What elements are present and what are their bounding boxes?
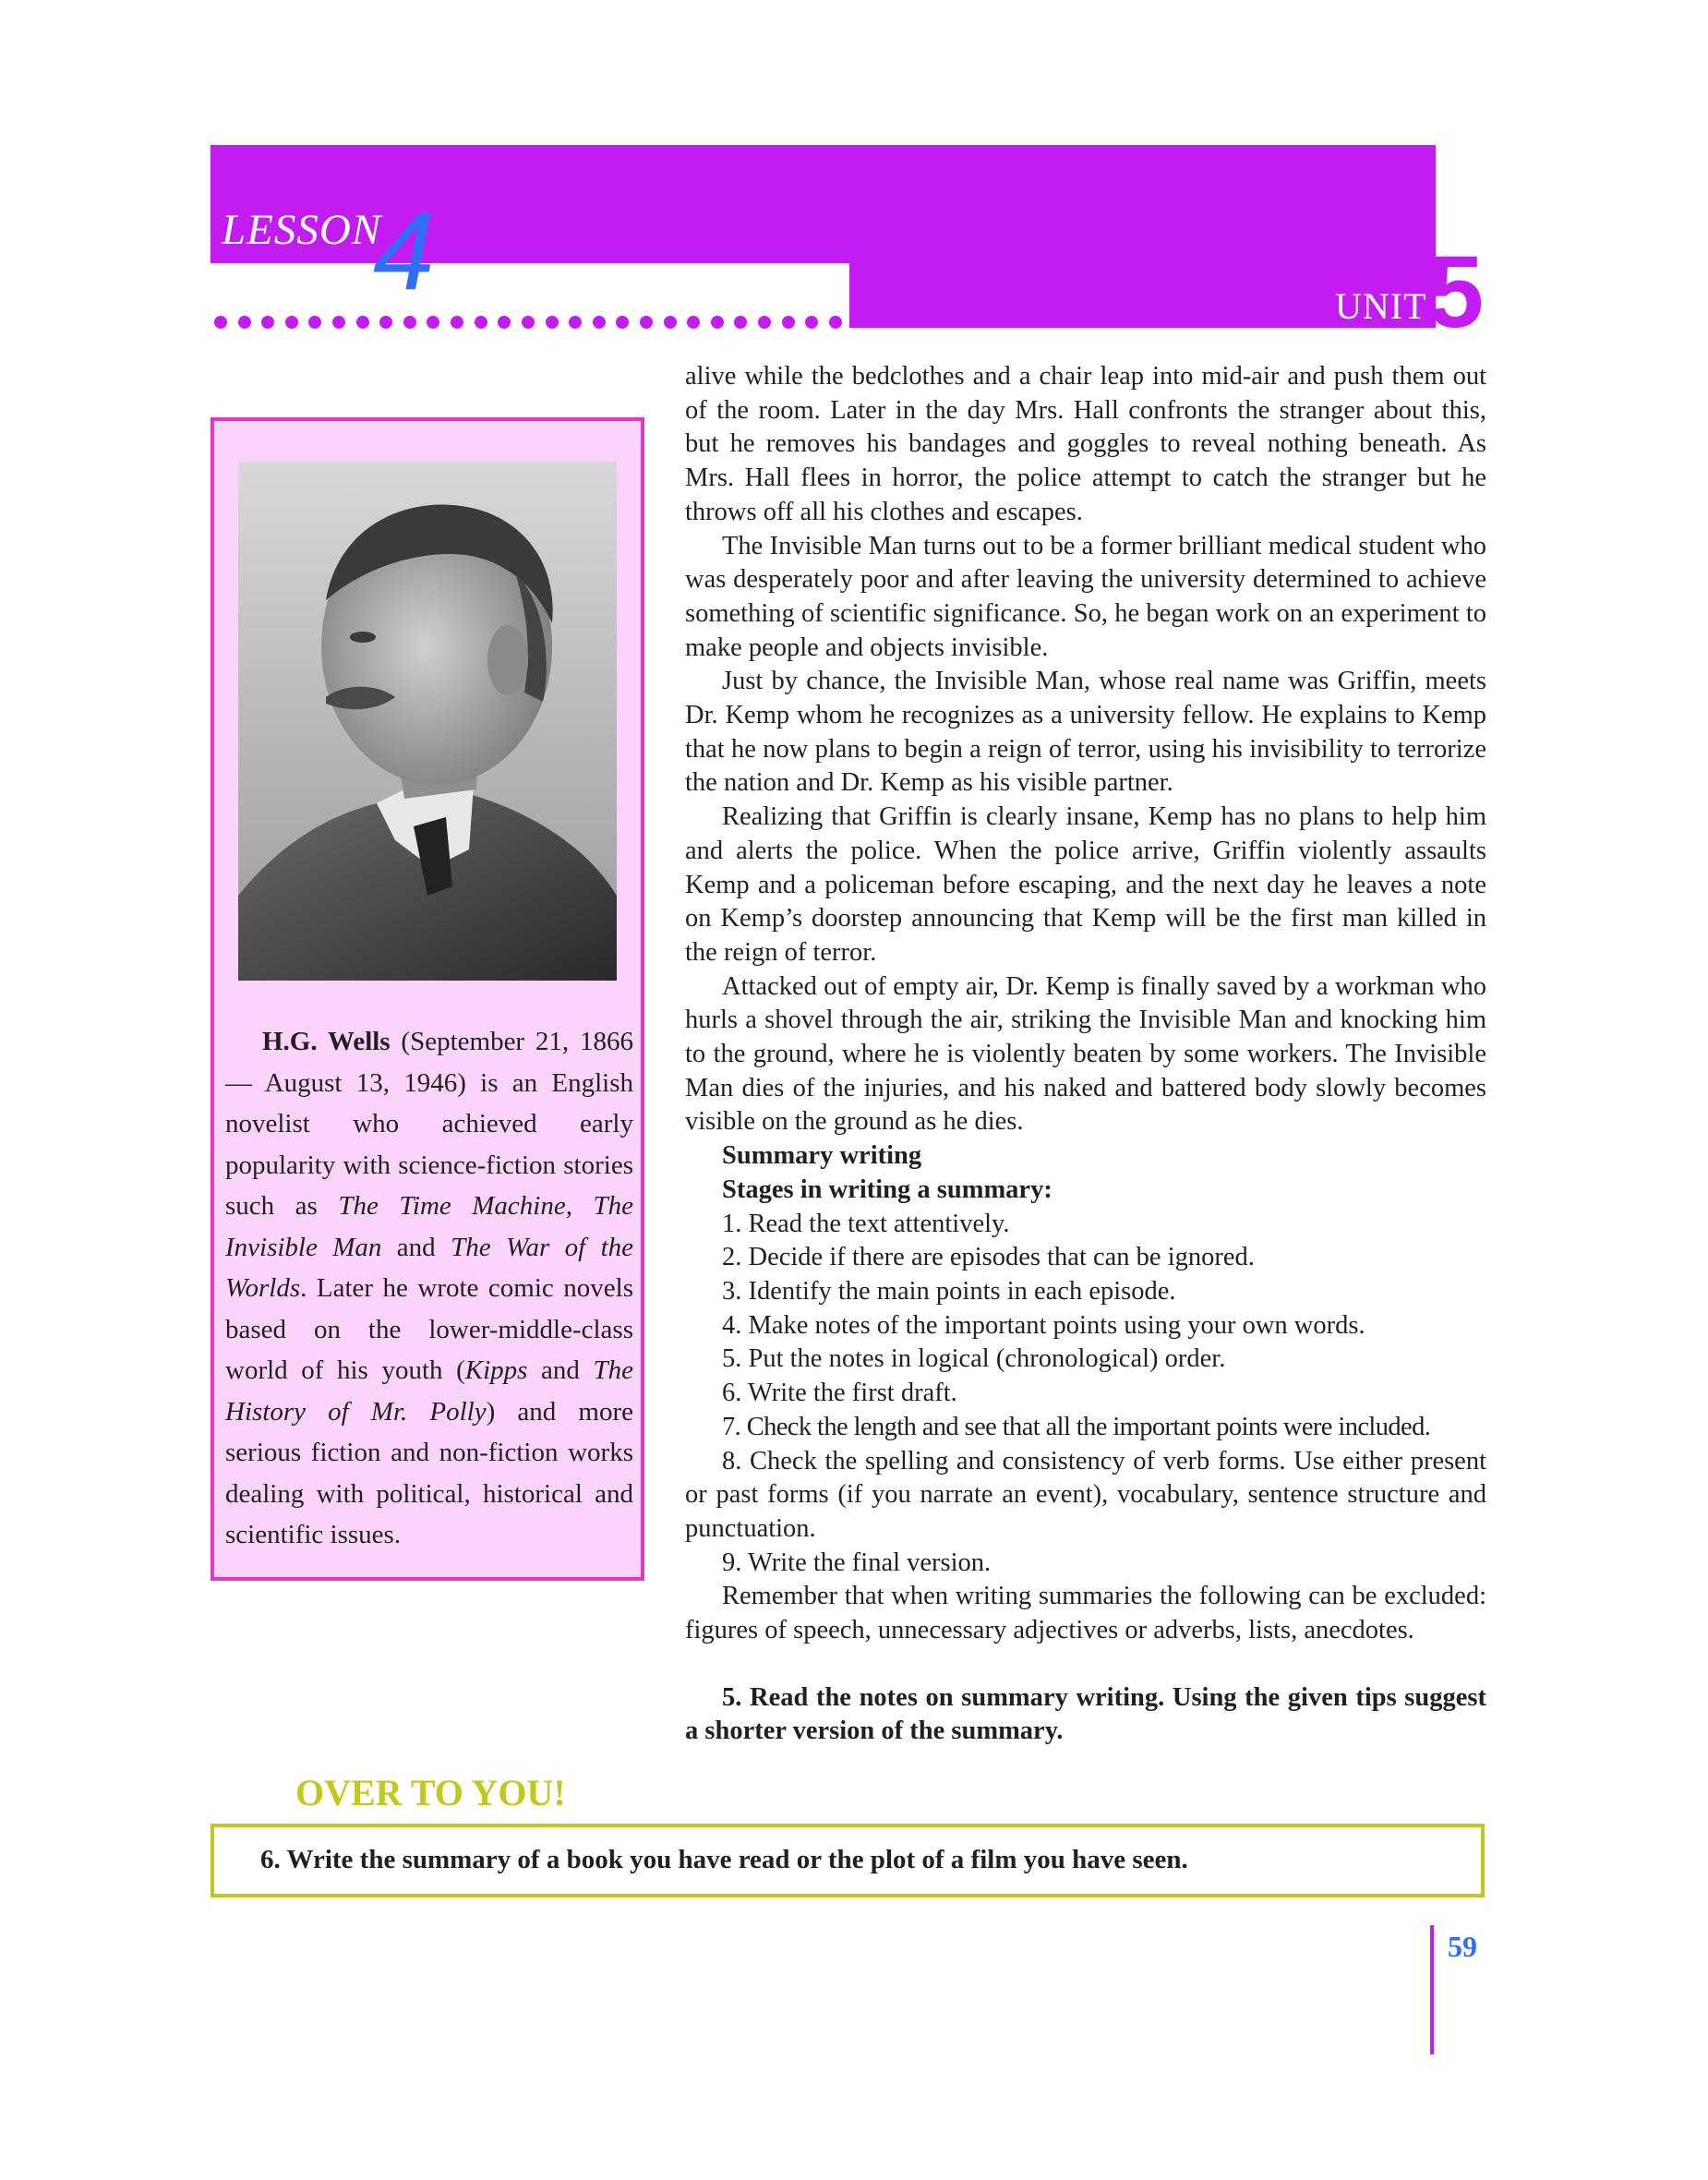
unit-label: UNIT [1335,285,1427,327]
task-5: 5. Read the notes on summary writing. Using the given tips suggest a shorter version of the summary. [685,1682,1486,1746]
author-bio-text: H.G. Wells (September 21, 1866 — August 13, 1946) is an English novelist who achieved early popularity with science-fiction stories such as The Time Machine, The Invisible Man and The War of the Worlds. Later he wrote comic novels based on the lower-middle-class world of his youth (Kipps and The History of Mr. Polly) and more serious fiction and non-fiction works dealing with political, historical and scientific issues. [225,1027,633,1549]
summary-step: 4. Make notes of the important points using your own words. [722,1310,1365,1340]
summary-step: 9. Write the final version. [722,1548,992,1577]
unit-number: 5 [1427,235,1485,349]
summary-step: 3. Identify the main points in each episode. [722,1276,1176,1306]
summary-step: 8. Check the spelling and consistency of verb forms. Use either present or past forms (if you narrate an event), vocabulary, sentence structure and punctuation. [685,1446,1486,1543]
book-title: The War of the Worlds [225,1232,633,1303]
story-paragraph: Realizing that Griffin is clearly insane, Kemp has no plans to help him and alerts the police. When the police arrive, Griffin violently assaults Kemp and a policeman before escaping, and the next day he leaves a note on Kemp’s doorstep announcing that Kemp will be the first man killed in the reign of terror. [685,802,1486,967]
story-paragraph: Attacked out of empty air, Dr. Kemp is finally saved by a workman who hurls a shovel through the air, striking the Invisible Man and knocking him to the ground, where he is violently beaten by some workers. The Invisible Man dies of the injuries, and his naked and battered body slowly becomes visible on the ground as he dies. [685,971,1486,1137]
story-paragraph: alive while the bedclothes and a chair leap into mid-air and push them out of the room. Later in the day Mrs. Hall confronts the stranger about this, but he removes his bandages and goggles to reveal nothing beneath. As Mrs. Hall flees in horror, the police attempt to catch the stranger but he throws off all his clothes and escapes. [685,362,1486,526]
author-name: H.G. Wells [262,1027,391,1056]
stages-heading: Stages in writing a summary: [722,1174,1052,1204]
summary-step: 5. Put the notes in logical (chronological) order. [722,1344,1226,1374]
story-paragraph: Just by chance, the Invisible Man, whose real name was Griffin, meets Dr. Kemp whom he recognizes as a university fellow. He explains to Kemp that he now plans to begin a reign of terror, using his invisibility to terrorize the nation and Dr. Kemp as his visible partner. [685,667,1486,798]
summary-step: 7. Check the length and see that all the important points were included. [722,1412,1431,1441]
summary-step: 6. Write the first draft. [722,1379,957,1408]
summary-step: 1. Read the text attentively. [722,1209,1010,1238]
dotted-divider [214,316,842,329]
story-paragraph: The Invisible Man turns out to be a former brilliant medical student who was desperately poor and after leaving the university determined to achieve something of scientific significance. So, he began work on an experiment to make people and objects invisible. [685,531,1486,662]
summary-step: 2. Decide if there are episodes that can be ignored. [722,1243,1255,1272]
lesson-label: LESSON [222,206,382,254]
page-number-rule [1430,1925,1434,2054]
lesson-number: 4 [373,189,435,313]
book-title: Kipps [464,1355,528,1385]
task-6: 6. Write the summary of a book you have read or the plot of a film you have seen. [260,1845,1188,1874]
over-to-you-title: OVER TO YOU! [295,1772,566,1813]
remember-paragraph: Remember that when writing summaries the following can be excluded: figures of speech, unnecessary adjectives or adverbs, lists, anecdotes. [685,1582,1486,1645]
main-text-column [685,360,1486,1749]
author-portrait-photo [238,462,617,981]
summary-writing-heading: Summary writing [722,1141,922,1171]
book-title: The History of Mr. Polly [225,1355,633,1427]
page-number: 59 [1448,1930,1477,1963]
book-title: The Time Machine, The Invisible Man [225,1191,633,1262]
